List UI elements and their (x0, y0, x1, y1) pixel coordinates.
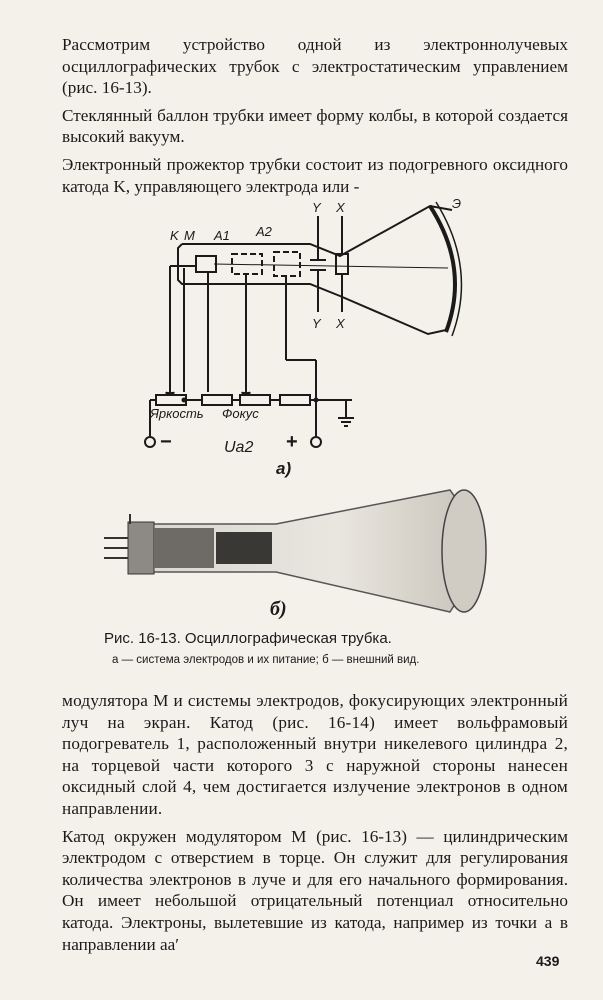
label-x-bottom: X (336, 316, 345, 331)
figure-caption: Рис. 16-13. Осциллографическая трубка. (104, 630, 392, 647)
paragraph-2: Стеклянный баллон трубки имеет форму колбы, в которой создается высокий вакуум. (62, 105, 568, 147)
figure-caption-subtitle: а — система электродов и их питание; б — внешний вид. (112, 654, 420, 666)
label-plus: + (286, 431, 298, 453)
label-brightness: Яркость (150, 406, 204, 421)
label-y-bottom: Y (312, 316, 321, 331)
label-anode2: A2 (256, 224, 272, 239)
figure-a-sublabel: а) (276, 459, 292, 478)
label-screen: Э (452, 196, 462, 211)
label-y-top: Y (312, 200, 321, 215)
paragraph-5: Катод окружен модулятором M (рис. 16-13) — цилиндрическим электродом с отверстием в торце. Он служит для регулирования количества электронов в луче и для его начального формирования. Он имеет небольшой отрицательный потенциал относительно катода. Электроны, вылетевшие из катода, например из точки a в направлении aa′ (62, 826, 568, 954)
label-modulator: M (184, 228, 195, 243)
paragraph-3: Электронный прожектор трубки состоит из подогревного оксидного катода K, управляющего электрода или - (62, 154, 568, 196)
page-number: 439 (536, 953, 560, 969)
figure-b-tube-photo (98, 488, 498, 618)
figure-a-schematic (130, 196, 470, 486)
label-minus: − (160, 431, 172, 453)
bottom-text (62, 690, 568, 961)
label-focus: Фокус (222, 406, 259, 421)
label-anode1: A1 (214, 228, 230, 243)
paragraph-1: Рассмотрим устройство одной из электроннолучевых осциллографических трубок с электростатическим управлением (рис. 16-13). (62, 35, 568, 98)
label-voltage: Ua2 (224, 439, 254, 456)
label-x-top: X (336, 200, 345, 215)
paragraph-4: модулятора M и системы электродов, фокусирующих электронный луч на экран. Катод (рис. 16-14) имеет вольфрамовый подогреватель 1, расположенный внутри никелевого цилиндра 2, на торцевой части которого 3 с наружной стороны нанесен оксидный слой 4, чем достигается излучение электронов в одном направлении. (62, 691, 568, 818)
top-text (62, 34, 568, 203)
label-cathode: K (170, 228, 179, 243)
figure-b-sublabel: б) (270, 598, 287, 620)
